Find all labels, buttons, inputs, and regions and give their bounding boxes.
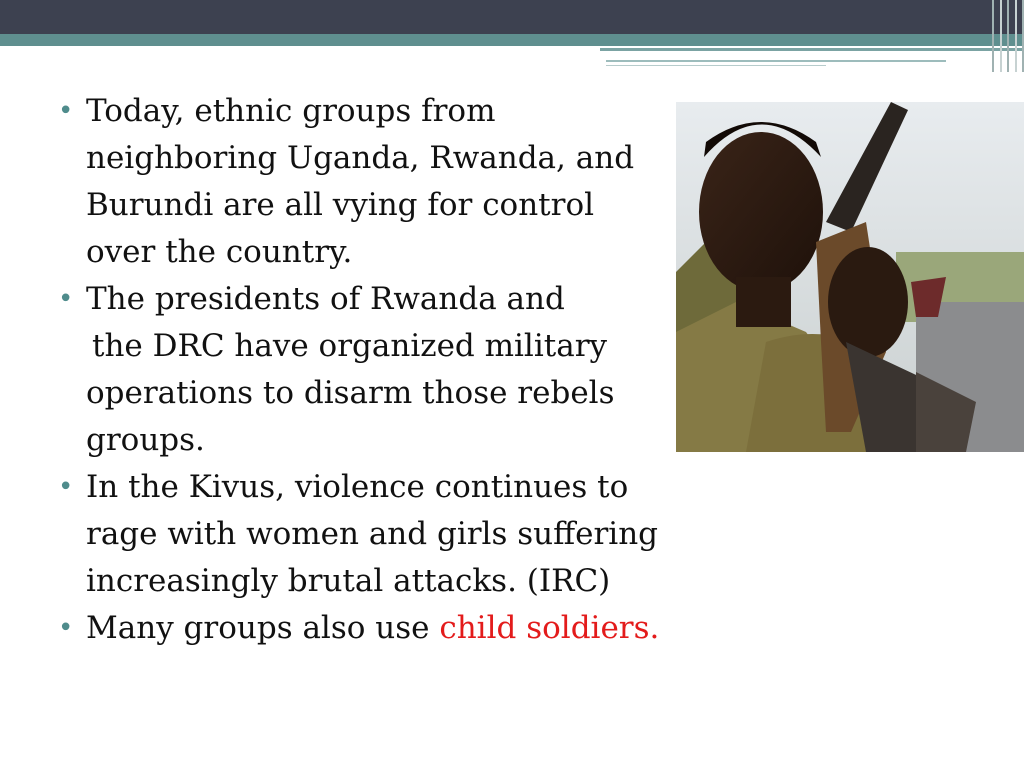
bullet-line: operations to disarm those rebels <box>86 375 615 411</box>
header-accent-band <box>0 34 1024 46</box>
corner-stripes <box>992 0 1024 72</box>
bullet-line: neighboring Uganda, Rwanda, and <box>86 140 635 176</box>
bullet-line: over the country. <box>86 234 353 270</box>
header-accent-line <box>606 60 946 62</box>
bullet-line: Today, ethnic groups from <box>86 93 496 129</box>
bullet-item <box>56 276 726 464</box>
header-accent-line <box>600 48 1024 51</box>
bullet-list <box>56 88 726 652</box>
bullet-line: groups. <box>86 422 205 458</box>
bullet-line: In the Kivus, violence continues to <box>86 469 629 505</box>
child-soldier-photo <box>676 102 1024 452</box>
highlighted-text: child soldiers. <box>439 610 660 646</box>
bullet-line: Burundi are all vying for control <box>86 187 595 223</box>
header-accent-line <box>606 65 826 66</box>
bullet-line: rage with women and girls suffering <box>86 516 659 552</box>
bullet-item <box>56 605 726 652</box>
bullet-line: The presidents of Rwanda and <box>86 281 565 317</box>
bullet-marker: • <box>58 96 74 126</box>
bullet-item <box>56 464 726 605</box>
header-band <box>0 0 1024 34</box>
bullet-marker: • <box>58 613 74 643</box>
bullet-marker: • <box>58 472 74 502</box>
bullet-text: Many groups also use <box>86 610 440 646</box>
bullet-marker: • <box>58 284 74 314</box>
bullet-line: the DRC have organized military <box>92 328 608 364</box>
bullet-line: increasingly brutal attacks. (IRC) <box>86 563 611 599</box>
bullet-item <box>56 88 726 276</box>
bullet-line <box>86 605 726 652</box>
